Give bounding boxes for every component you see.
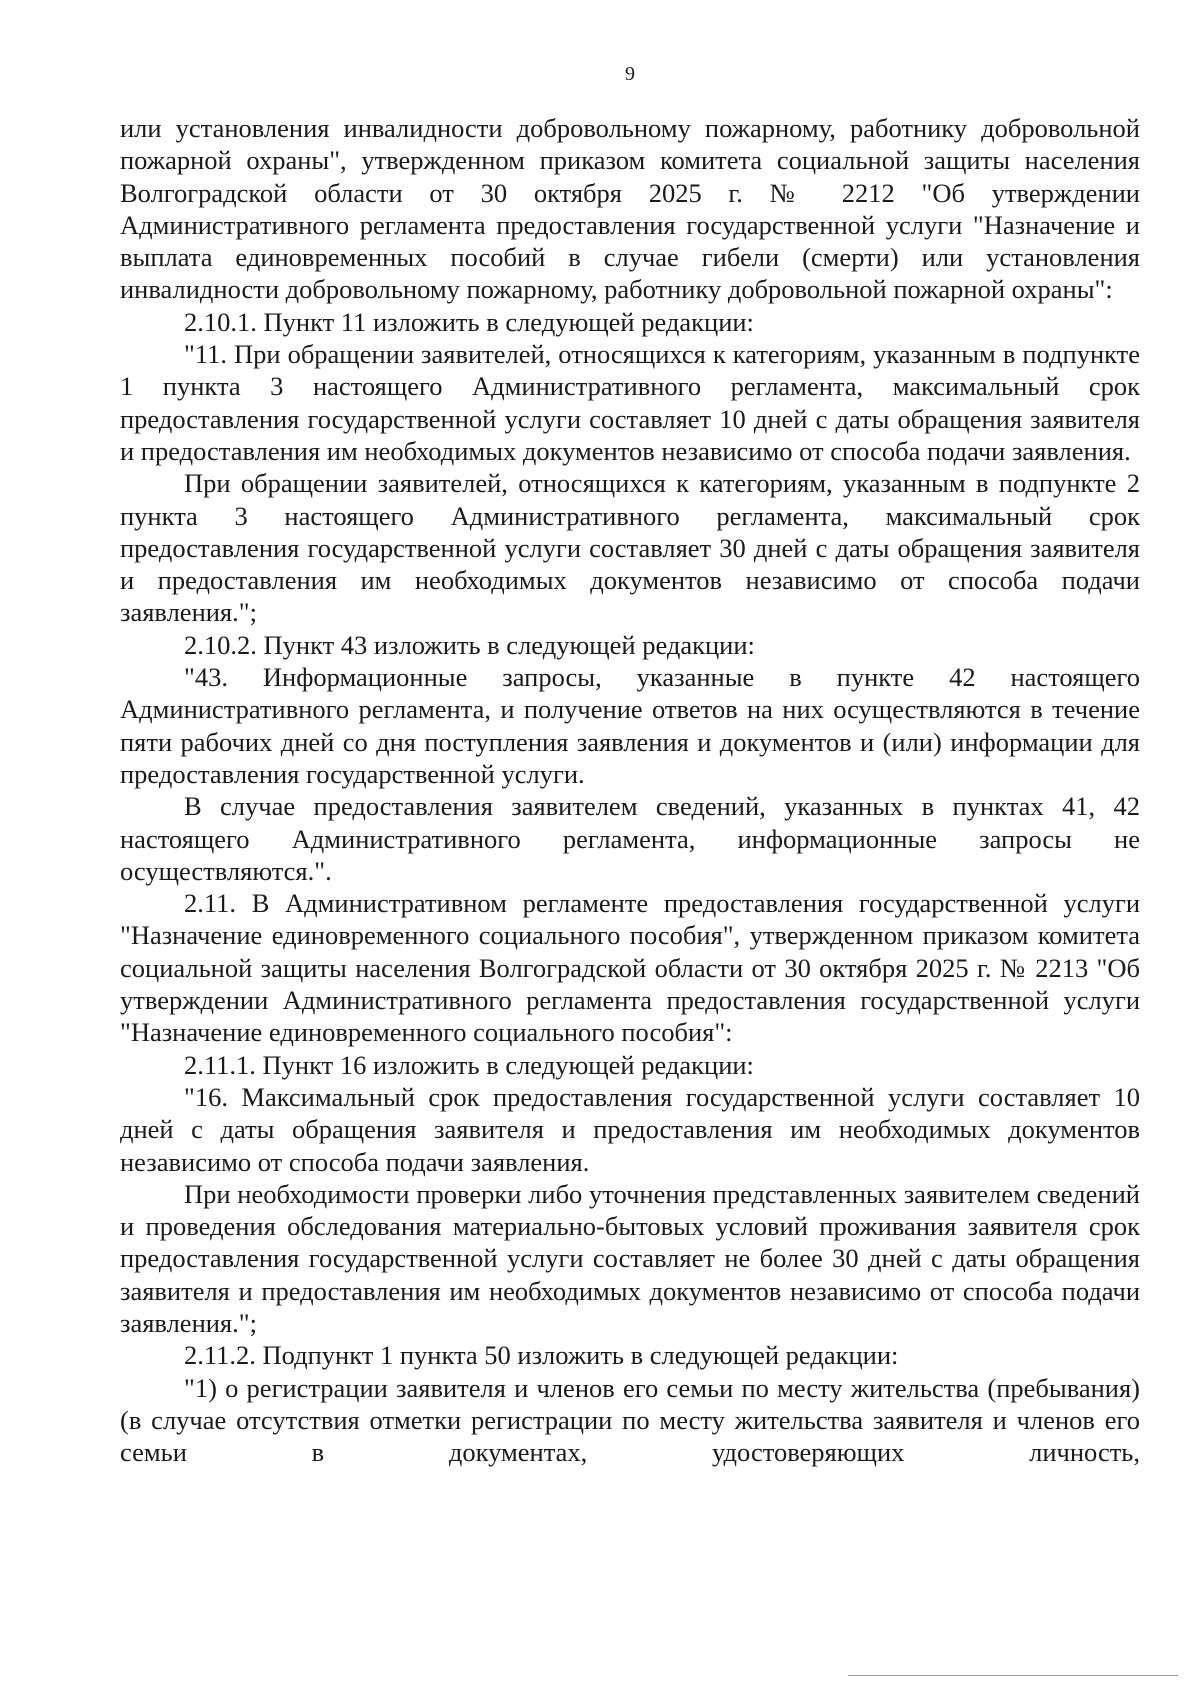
paragraph-point-16-part-2: При необходимости проверки либо уточнения представленных заявителем сведений и проведения обследования материально-бытовых условий проживания заявителя срок предоставления государственной услуги составляет не более 30 дней с даты обращения заявителя и предоставления им необходимых документов независимо от способа подачи заявления."; bbox=[120, 1178, 1140, 1338]
paragraph-2-11-1: 2.11.1. Пункт 16 изложить в следующей редакции: bbox=[184, 1049, 754, 1080]
document-body bbox=[120, 112, 1140, 1468]
footer-rule bbox=[848, 1675, 1178, 1676]
paragraph-point-11-part-2: При обращении заявителей, относящихся к категориям, указанным в подпункте 2 пункта 3 настоящего Административного регламента, максимальный срок предоставления государственной услуги составляет 30 дней с даты обращения заявителя и предоставления им необходимых документов независимо от способа подачи заявления."; bbox=[120, 468, 1140, 628]
paragraph-2-11-2: 2.11.2. Подпункт 1 пункта 50 изложить в следующей редакции: bbox=[184, 1340, 899, 1371]
paragraph-point-11: "11. При обращении заявителей, относящихся к категориям, указанным в подпункте 1 пункта 3 настоящего Административного регламента, максимальный срок предоставления государственной услуги составляет 10 дней с даты обращения заявителя и предоставления им необходимых документов независимо от способа подачи заявления. bbox=[120, 339, 1140, 466]
page-number: 9 bbox=[625, 63, 635, 85]
paragraph-subpoint-1: "1) о регистрации заявителя и членов его семьи по месту жительства (пребывания) (в случае отсутствия отметки регистрации по месту жительства заявителя и членов его семьи в документах, удостоверяющих личность, bbox=[120, 1372, 1140, 1468]
paragraph-continuation: или установления инвалидности добровольному пожарному, работнику добровольной пожарной охраны", утвержденном приказом комитета социальной защиты населения Волгоградской области от 30 октября 2025 г. № 2212 "Об утверждении Административного регламента предоставления государственной услуги "Назначение и выплата единовременных пособий в случае гибели (смерти) или установления инвалидности добровольному пожарному, работнику добровольной пожарной охраны": bbox=[120, 113, 1140, 305]
paragraph-point-43-part-2: В случае предоставления заявителем сведений, указанных в пунктах 41, 42 настоящего Административного регламента, информационные запросы не осуществляются.". bbox=[120, 791, 1140, 886]
paragraph-2-10-1: 2.10.1. Пункт 11 изложить в следующей редакции: bbox=[184, 306, 754, 337]
paragraph-point-16: "16. Максимальный срок предоставления государственной услуги составляет 10 дней с даты обращения заявителя и предоставления им необходимых документов независимо от способа подачи заявления. bbox=[120, 1081, 1140, 1177]
paragraph-2-10-2: 2.10.2. Пункт 43 изложить в следующей редакции: bbox=[184, 629, 755, 660]
paragraph-2-11: 2.11. В Административном регламенте предоставления государственной услуги "Назначение единовременного социального пособия", утвержденном приказом комитета социальной защиты населения Волгоградской области от 30 октября 2025 г. № 2213 "Об утверждении Административного регламента предоставления государственной услуги "Назначение единовременного социального пособия": bbox=[120, 888, 1140, 1048]
paragraph-point-43: "43. Информационные запросы, указанные в пункте 42 настоящего Административного регламента, и получение ответов на них осуществляются в течение пяти рабочих дней со дня поступления заявления и документов и (или) информации для предоставления государственной услуги. bbox=[120, 662, 1140, 789]
